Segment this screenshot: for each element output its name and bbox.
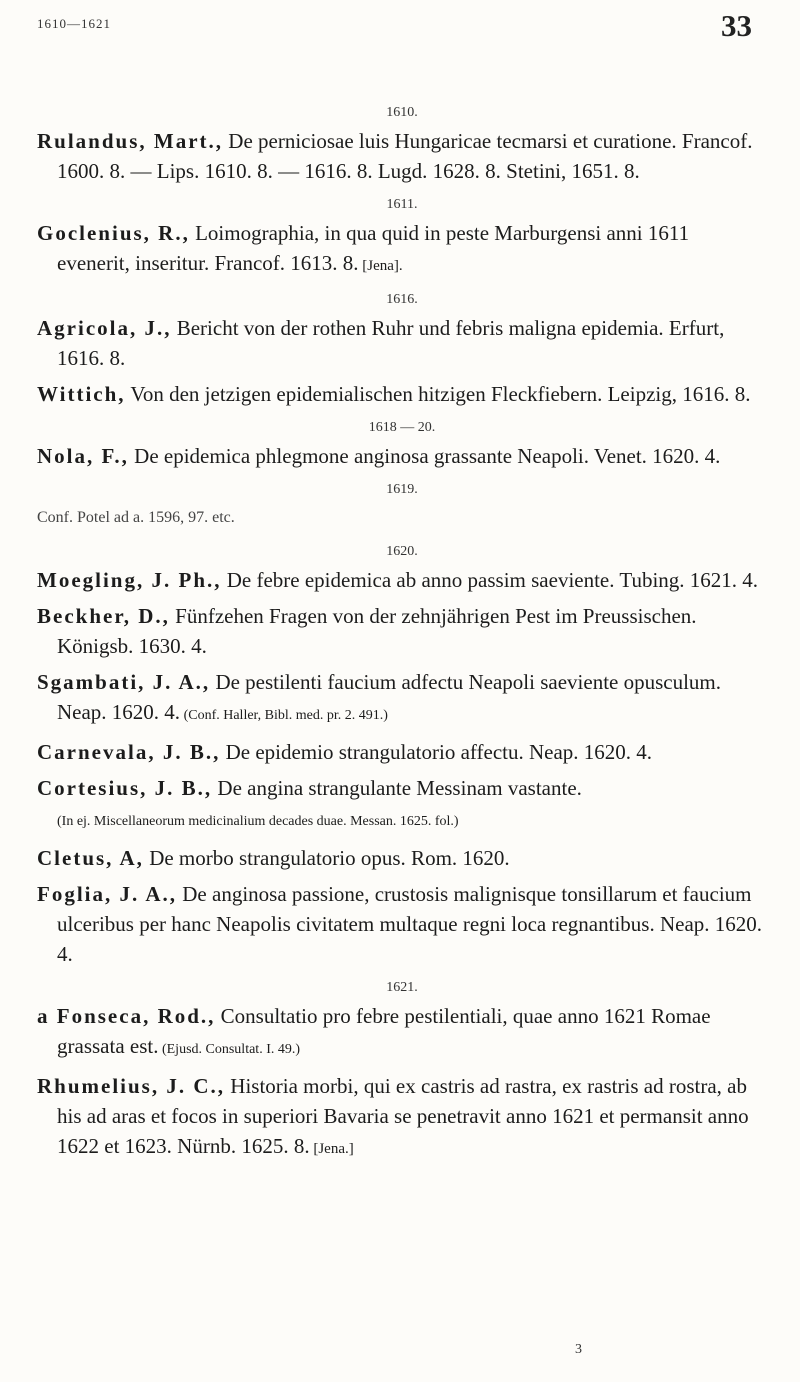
entry-author: Wittich, xyxy=(37,382,126,406)
bibliography-entry xyxy=(37,126,767,186)
signature-mark: 3 xyxy=(575,1342,582,1357)
bibliography-entry xyxy=(37,441,767,471)
entry-author: Rhumelius, J. C., xyxy=(37,1074,226,1098)
bibliography-entry xyxy=(37,737,767,767)
bibliography-entry xyxy=(37,565,767,595)
bibliography-entry xyxy=(37,1071,767,1164)
entry-author: Carnevala, J. B., xyxy=(37,740,221,764)
entry-author: Goclenius, R., xyxy=(37,221,190,245)
entry-author: Beckher, D., xyxy=(37,604,170,628)
bibliography-entry xyxy=(37,843,767,873)
entry-note: (Conf. Haller, Bibl. med. pr. 2. 491.) xyxy=(180,708,388,723)
entry-text: Bericht von der rothen Ruhr und febris maligna epidemia. Erfurt, 1616. 8. xyxy=(57,316,725,370)
year-heading: 1610. xyxy=(386,105,418,120)
entry-author: Rulandus, Mart., xyxy=(37,129,224,153)
bibliography-entry xyxy=(37,879,767,969)
entry-note: [Jena]. xyxy=(358,258,403,274)
entry-text: Consultatio pro febre pestilentiali, quae anno 1621 Romae grassata est. xyxy=(57,1004,711,1058)
bibliography-entry xyxy=(37,218,767,281)
entry-author: Nola, F., xyxy=(37,444,129,468)
entry-text: De pestilenti faucium adfectu Neapoli saeviente opusculum. Neap. 1620. 4. xyxy=(57,670,722,724)
bibliography-entry xyxy=(37,601,767,661)
entry-text: De febre epidemica ab anno passim saeviente. Tubing. 1621. 4. xyxy=(221,568,759,592)
entry-text: Loimographia, in qua quid in peste Marburgensi anni 1611 evenerit, inseritur. Francof. 1613. 8. xyxy=(57,221,690,275)
year-heading: 1620. xyxy=(386,544,418,559)
entry-author: Moegling, J. Ph., xyxy=(37,568,222,592)
entry-text: Historia morbi, qui ex castris ad rastra, ex rastris ad rostra, ab his ad aras et focos in superiori Bavaria se penetravit anno 1621 et permansit anno 1622 et 1623. Nürnb. 1625. 8. xyxy=(57,1074,749,1158)
entry-author: Cortesius, J. B., xyxy=(37,776,213,800)
entry-author: Foglia, J. A., xyxy=(37,882,178,906)
running-header-years: 1610—1621 xyxy=(37,16,111,31)
bibliography-entry xyxy=(37,1001,767,1065)
entry-author: Sgambati, J. A., xyxy=(37,670,211,694)
entry-text: De morbo strangulatorio opus. Rom. 1620. xyxy=(143,846,510,870)
entry-note: (Ejusd. Consultat. I. 49.) xyxy=(158,1042,301,1057)
bibliography-list xyxy=(37,100,767,1170)
entry-text: De epidemio strangulatorio affectu. Neap. 1620. 4. xyxy=(220,740,653,764)
entry-text: De angina strangulante Messinam vastante. xyxy=(212,776,582,800)
entry-author: Cletus, A, xyxy=(37,846,144,870)
entry-author: a Fonseca, Rod., xyxy=(37,1004,216,1028)
entry-text: Fünfzehen Fragen von der zehnjährigen Pest im Preussischen. Königsb. 1630. 4. xyxy=(57,604,697,658)
entry-note: (In ej. Miscellaneorum medicinalium decades duae. Messan. 1625. fol.) xyxy=(57,814,459,829)
year-heading: 1621. xyxy=(386,980,418,995)
bibliography-entry xyxy=(37,667,767,731)
entry-text: Von den jetzigen epidemialischen hitzigen Fleckfiebern. Leipzig, 1616. 8. xyxy=(125,382,751,406)
year-heading: 1611. xyxy=(386,197,418,212)
year-heading: 1618 — 20. xyxy=(368,420,436,435)
entry-text: De perniciosae luis Hungaricae tecmarsi et curatione. Francof. 1600. 8. — Lips. 1610. 8. — 1616. 8. Lugd. 1628. 8. Stetini, 1651. 8. xyxy=(57,129,753,183)
entry-text: De anginosa passione, crustosis malignisque tonsillarum et faucium ulceribus per hanc Neapolis civitatem multaque regni loca regnantibus. Neap. 1620. 4. xyxy=(57,882,763,966)
entry-note: [Jena.] xyxy=(309,1141,354,1157)
entry-author: Agricola, J., xyxy=(37,316,172,340)
page-number: 33 xyxy=(721,8,752,43)
year-heading: 1619. xyxy=(386,482,418,497)
bibliography-entry xyxy=(37,773,767,837)
entry-text: De epidemica phlegmone anginosa grassante Neapoli. Venet. 1620. 4. xyxy=(128,444,721,468)
year-heading: 1616. xyxy=(386,292,418,307)
bibliography-entry xyxy=(37,313,767,373)
cross-reference: Conf. Potel ad a. 1596, 97. etc. xyxy=(37,509,235,526)
bibliography-entry xyxy=(37,379,767,409)
